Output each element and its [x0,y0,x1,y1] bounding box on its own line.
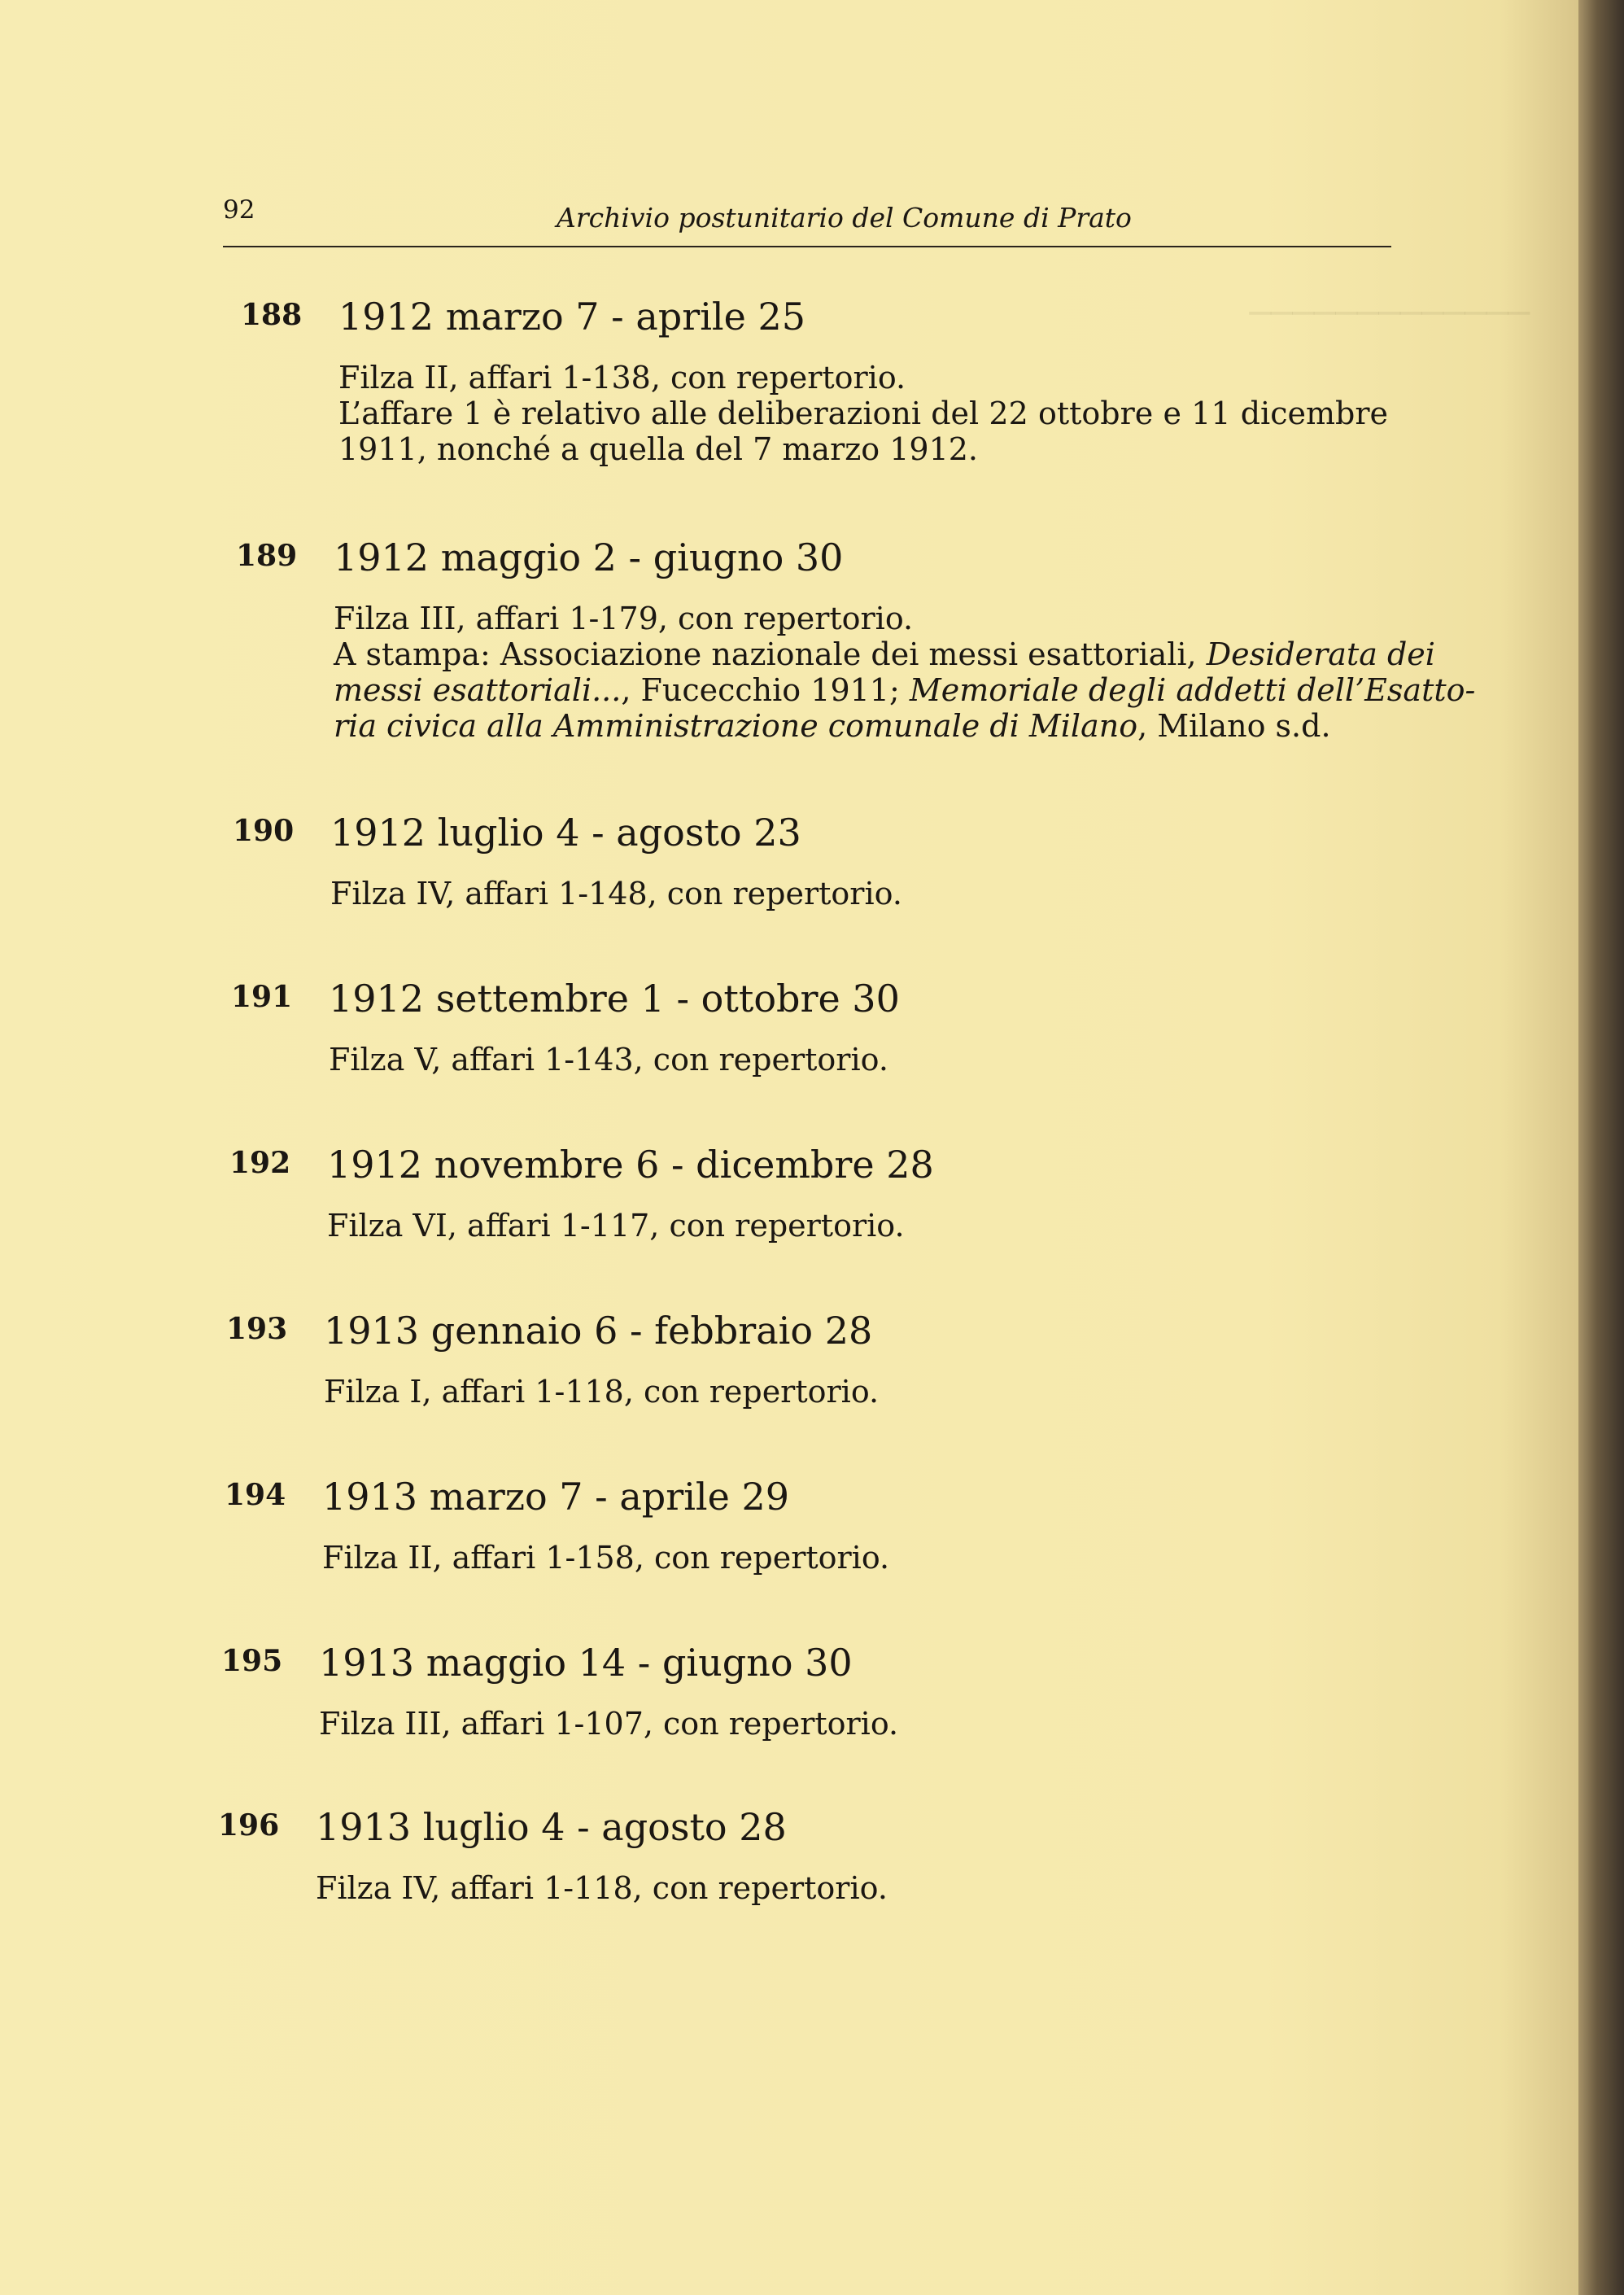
description-line: Filza IV, affari 1-148, con repertorio. [330,876,902,911]
entry-description [316,1870,888,1906]
stampa-text: A stampa: Associazione nazionale dei messi esattoriali, [334,636,1197,672]
stampa-line [334,672,1476,708]
entry-description [329,1042,888,1078]
entry-description [338,360,1388,467]
entry-date: 1912 maggio 2 - giugno 30 [334,536,844,579]
stampa-line [334,636,1435,672]
description-line: Filza II, affari 1-138, con repertorio. [338,360,906,396]
description-line: L’affare 1 è relativo alle deliberazioni del 22 ottobre e 11 dicembre [338,396,1388,431]
description-line: Filza V, affari 1-143, con repertorio. [329,1042,888,1078]
entry-date: 1913 marzo 7 - aprile 29 [322,1475,789,1519]
entry-description [324,1374,879,1410]
entry-number: 190 [233,814,295,848]
entry-number: 189 [236,539,298,573]
entry-number: 196 [218,1808,280,1843]
entry-date: 1912 settembre 1 - ottobre 30 [329,977,900,1021]
running-title: Archivio postunitario del Comune di Prato [557,202,1132,234]
entry-date: 1912 novembre 6 - dicembre 28 [327,1143,934,1187]
stampa-text: , Fucecchio 1911; [621,672,900,708]
stampa-title: Desiderata dei [1206,636,1435,672]
entry-number: 192 [229,1146,291,1180]
entry-number: 193 [226,1312,288,1346]
entry-description [334,601,1476,744]
entry-date: 1912 marzo 7 - aprile 25 [338,295,805,339]
entry-date: 1912 luglio 4 - agosto 23 [330,811,801,855]
stampa-title: messi esattoriali... [334,672,622,708]
description-line: Filza III, affari 1-179, con repertorio. [334,601,914,636]
description-line: 1911, nonché a quella del 7 marzo 1912. [338,431,978,467]
description-line: Filza II, affari 1-158, con repertorio. [322,1540,890,1576]
entry-description [319,1706,898,1742]
entry-description [327,1208,905,1244]
stampa-title: ria civica alla Amministrazione comunale di Milano [334,708,1138,744]
entry-date: 1913 luglio 4 - agosto 28 [316,1805,787,1849]
description-line: Filza IV, affari 1-118, con repertorio. [316,1870,888,1906]
page-header [223,190,1391,247]
stampa-text: , Milano s.d. [1137,708,1331,744]
bleed-through-text: ───────────── [1249,293,1530,334]
entry-number: 188 [241,298,303,332]
entry-date: 1913 maggio 14 - giugno 30 [319,1641,853,1685]
book-spine-edge [1578,0,1624,2295]
entry-date: 1913 gennaio 6 - febbraio 28 [324,1309,873,1353]
stampa-title: Memoriale degli addetti dell’Esatto- [909,672,1476,708]
description-line: Filza I, affari 1-118, con repertorio. [324,1374,880,1410]
entry-number: 195 [221,1644,283,1678]
stampa-line [334,708,1391,744]
entry-number: 191 [231,980,293,1014]
entry-description [322,1540,889,1576]
entry-description [330,876,902,911]
description-line: Filza VI, affari 1-117, con repertorio. [327,1208,905,1244]
page-number: 92 [223,195,255,225]
entry-number: 194 [225,1478,286,1512]
description-line: Filza III, affari 1-107, con repertorio. [319,1706,899,1742]
